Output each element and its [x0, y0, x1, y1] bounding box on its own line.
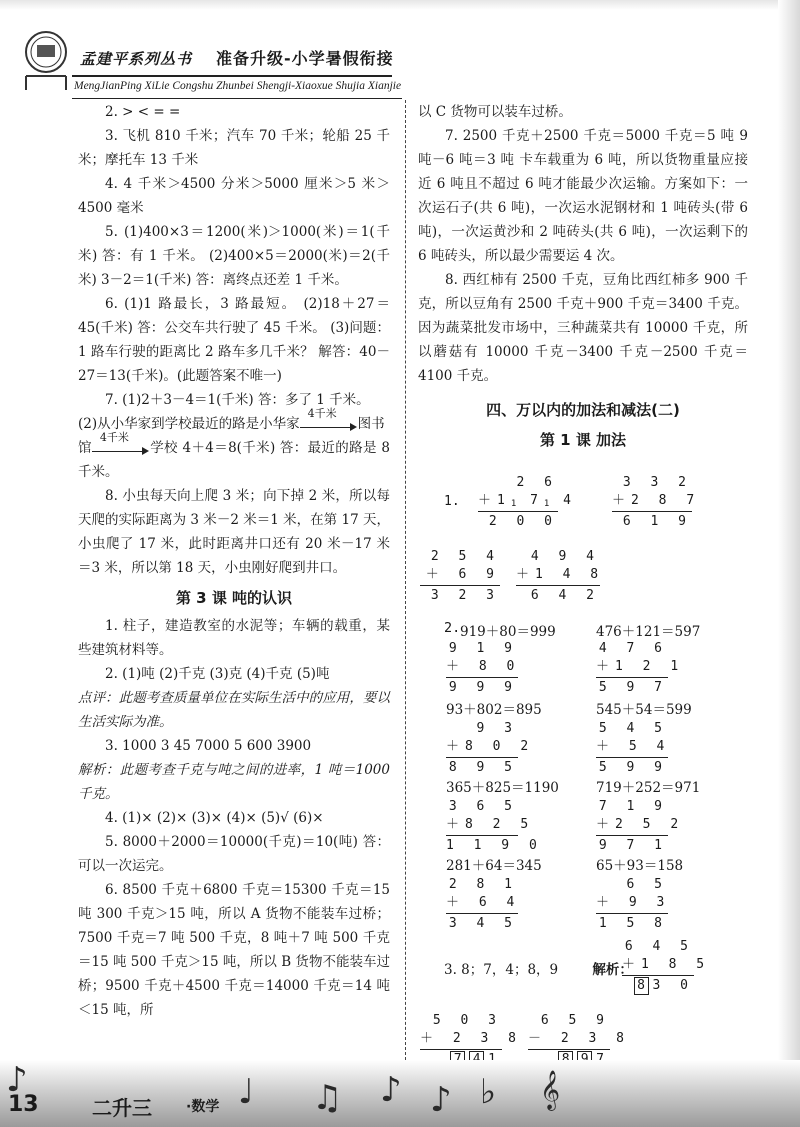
answer-q8: 8. 西红柿有 2500 千克，豆角比西红柿多 900 千克，所以豆角有 2500 千克＋900 千克＝3400 千克。因为蔬菜批发市场中，三种蔬菜共有 10000 千克，所以蘑菇有 10000 千克－3400 千克－2500 千克＝4100 千克。: [418, 272, 748, 384]
vertical-addition: 3 6 5 ＋8 2 5 1 1 9 0: [446, 799, 543, 853]
lesson-title: 第 3 课 吨的认识: [175, 589, 293, 607]
answer-q4: 4. 4 千米＞4500 分米＞5000 厘米＞5 米＞4500 毫米: [78, 176, 390, 216]
right-column: [418, 100, 748, 456]
vertical-addition: 9 3 ＋8 0 2 8 9 5: [446, 721, 535, 775]
vertical-addition: 5 0 3 ＋ 2 3 8: [420, 1012, 502, 1069]
header-rule: [72, 98, 402, 99]
answer-l3q4: 4. (1)× (2)× (3)× (4)× (5)√ (6)×: [105, 810, 324, 826]
analysis-note: 解析：此题考查千克与吨之间的进率，1 吨＝1000 千克。: [78, 762, 390, 802]
column-divider: [405, 100, 406, 1070]
vertical-addition: 6 4 5 ＋1 8 5 8 3 0: [622, 939, 711, 993]
equation: 65＋93＝158: [596, 858, 684, 874]
equation: 919＋80＝999: [460, 624, 556, 640]
answer-cont: 以 C 货物可以装车过桥。: [418, 104, 572, 120]
comment-note: 点评：此题考查质量单位在实际生活中的应用，要以生活实际为准。: [78, 690, 390, 730]
equation: 281＋64＝345: [446, 858, 542, 874]
scan-shadow: [778, 0, 800, 1127]
equation: 545＋54＝599: [596, 702, 692, 718]
addend-top: 4 9 4: [530, 549, 600, 564]
answer-q3: 3. 8；7，4；8，9 解析：: [444, 962, 633, 978]
addend-top: 2 6: [516, 475, 558, 490]
addend-top: 2 5 4: [430, 549, 500, 564]
grade-label: 二升三: [92, 1096, 152, 1120]
music-note-icon: ♪: [430, 1080, 452, 1120]
question-label: 2.: [444, 620, 461, 636]
vertical-addition: 7 1 9 ＋2 5 2 9 7 1: [596, 799, 685, 853]
answer-q7: 7. 2500 千克＋2500 千克＝5000 千克＝5 吨 9 吨－6 吨＝3 吨 卡车载重为 6 吨，所以货物重量应接近 6 吨且不超过 6 吨才能最少次运输。方案如下：一次运石子(共 6 吨)，一次运水泥钢材和 1 吨砖头(带 6 吨)，一次运黄沙和 2 吨砖头(共 6 吨)，一次运剩下的 6 吨砖头，所以最少需要运 4 次。: [418, 128, 748, 264]
addend-bottom: ＋1 4 8: [516, 567, 605, 582]
sum: 6 4 2: [530, 588, 600, 603]
sum: 6 1 9: [622, 514, 692, 529]
treble-clef-icon: 𝄞: [540, 1070, 561, 1110]
answer-q7c: 馆 4千米 学校 4＋4＝8(千米) 答：最近的路是 8 千米。: [78, 431, 391, 480]
equation: 365＋825＝1190: [446, 780, 559, 796]
answer-q5: 5. (1)400×3＝1200(米)＞1000(米)＝1(千米) 答：有 1 千米。 (2)400×5＝2000(米)＝2(千米) 3－2＝1(千米) 答：离终点还差 1 千米。: [78, 224, 390, 288]
answer-box: 8: [634, 977, 649, 995]
addend-top: 3 3 2: [622, 475, 692, 490]
subject-label: ·数学: [186, 1099, 220, 1115]
page-number: 13: [8, 1092, 39, 1117]
book-title: 准备升级-小学暑假衔接: [216, 49, 394, 68]
answer-q7b: (2)从小华家到学校最近的路是小华家 4千米 图书: [78, 412, 390, 436]
answer-q8: 8. 小虫每天向上爬 3 米；向下掉 2 米，所以每天爬的实际距离为 3 米－2 米＝1 米，在第 17 天，小虫爬了 17 米，此时距离井口还有 20 米－17 米＝3 米，所以第 18 天，小虫刚好爬到井口。: [78, 488, 390, 576]
vertical-addition: [516, 548, 605, 605]
answer-l3q1: 1. 柱子，建造教室的水泥等；车辆的载重，某些建筑材料等。: [78, 618, 390, 658]
answer-l3q3: 3. 1000 3 45 7000 5 600 3900: [105, 738, 312, 754]
answer-q3: 3. 飞机 810 千米；汽车 70 千米；轮船 25 千米；摩托车 13 千米: [78, 128, 390, 168]
music-note-icon: ♫: [312, 1078, 343, 1118]
sum: 2 0 0: [488, 514, 558, 529]
lesson-title: 第 1 课 加法: [539, 431, 627, 449]
vertical-addition: 9 1 9 ＋ 8 0 9 9 9: [446, 641, 521, 695]
equation: 93＋802＝895: [446, 702, 542, 718]
answer-l3q5: 5. 8000＋2000＝10000(千克)＝10(吨) 答：可以一次运完。: [78, 834, 390, 874]
arrow-icon: 4千米: [300, 414, 358, 436]
music-note-icon: ♩: [238, 1072, 255, 1112]
left-column: [78, 100, 390, 1022]
scan-shadow: [0, 0, 800, 10]
series-name: 孟建平系列丛书: [80, 50, 193, 68]
equation: 719＋252＝971: [596, 780, 701, 796]
answer-l3q2: 2. (1)吨 (2)千克 (3)克 (4)千克 (5)吨: [105, 666, 330, 682]
answer-q7a: 7. (1)2＋3－4＝1(千米) 答：多了 1 千米。: [105, 392, 370, 408]
header-rule: [72, 75, 392, 77]
arrow-icon: 4千米: [92, 438, 150, 460]
answer-l3q6: 6. 8500 千克＋6800 千克＝15300 千克＝15 吨 300 千克＞15 吨，所以 A 货物不能装车过桥；7500 千克＝7 吨 500 千克，8 吨＋7 吨 500 千克＝15 吨 500 千克＞15 吨，所以 B 货物不能装车过桥；9500 千克＋4500 千克＝14000 千克＝14 吨＜15 吨，所: [78, 882, 390, 1018]
music-flat-icon: ♭: [480, 1072, 497, 1112]
vertical-addition: 5 4 5 ＋ 5 4 5 9 9: [596, 721, 671, 775]
music-note-icon: ♪: [380, 1070, 402, 1110]
answer-q6: 6. (1)1 路最长，3 路最短。 (2)18＋27＝45(千米) 答：公交车共行驶了 45 千米。 (3)问题：1 路车行驶的距离比 2 路车多几千米？ 解答：40－27＝13(千米)。(此题答案不唯一): [78, 296, 390, 384]
addend-bottom: ＋ 6 9: [425, 567, 500, 582]
answer-line: 2. > < = =: [105, 104, 181, 120]
vertical-addition: 6 5 ＋ 9 3 1 5 8: [596, 877, 671, 931]
section-title: 四、万以内的加法和减法(二): [486, 401, 680, 419]
addend-bottom: $+1_1$ $7_1$ 4: [478, 493, 577, 509]
vertical-addition: [478, 474, 577, 531]
question-label: 1.: [444, 494, 460, 509]
addend-bottom: ＋2 8 7: [612, 493, 701, 508]
book-pinyin: MengJianPing XiLie Congshu Zhunbei Shengji-Xiaoxue Shujia Xianjie: [74, 80, 402, 92]
sum: 3 2 3: [430, 588, 500, 603]
vertical-addition: 2 8 1 ＋ 6 4 3 4 5: [446, 877, 521, 931]
vertical-addition: 4 7 6 ＋1 2 1 5 9 7: [596, 641, 685, 695]
vertical-addition: 6 5 9 － 2 3 8: [528, 1012, 610, 1069]
vertical-addition: [420, 548, 500, 605]
music-note-icon: ♪: [6, 1060, 28, 1100]
equation: 476＋121＝597: [596, 624, 701, 640]
series-logo-icon: [22, 28, 70, 92]
vertical-addition: [612, 474, 701, 531]
